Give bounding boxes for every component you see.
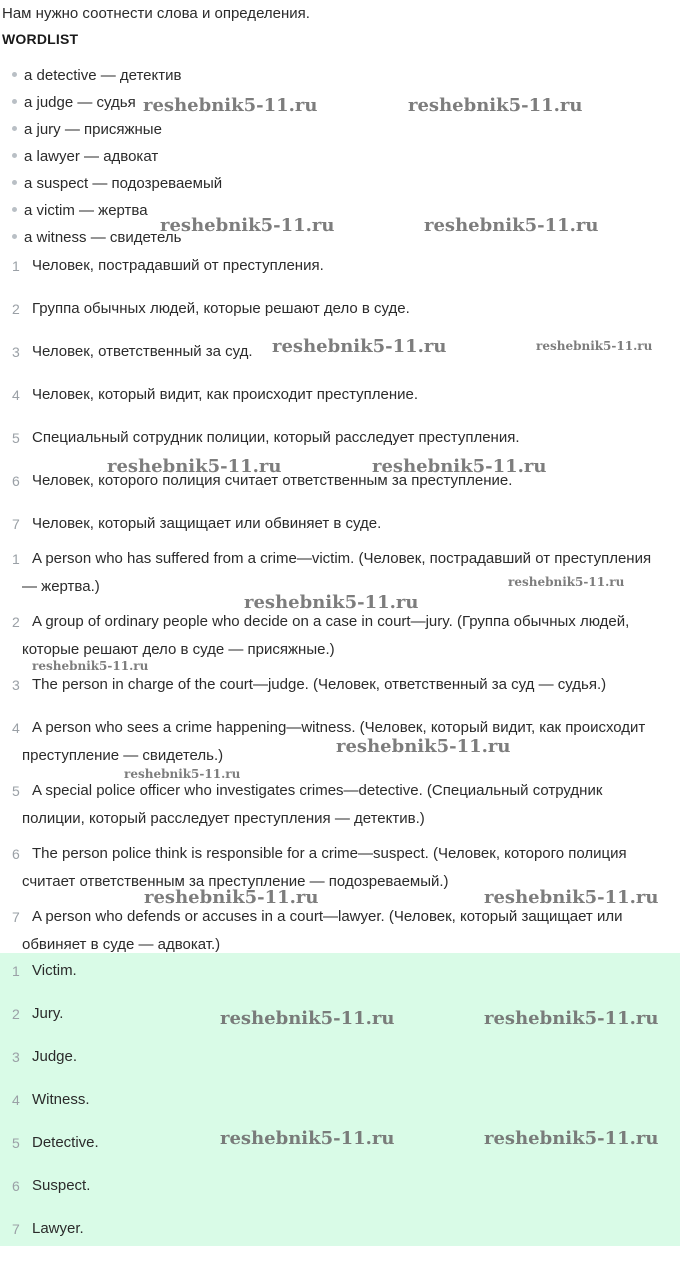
bullet-icon [12,153,17,158]
translation-number: 4 [12,720,20,736]
bullet-icon [12,126,17,131]
definition-text: Группа обычных людей, которые решают дело в суде. [32,300,410,317]
list-item: a victim — жертва [12,201,222,228]
translation-text: A person who has suffered from a crime—victim. (Человек, пострадавший от преступления — жертва.) [22,550,652,595]
watermark: reshebnik5-11.ru [484,887,659,908]
answer-text: Lawyer. [32,1220,84,1237]
definition-text: Человек, пострадавший от преступления. [32,257,324,274]
bullet-icon [12,207,17,212]
watermark: reshebnik5-11.ru [220,1008,395,1029]
answer-text: Jury. [32,1005,64,1022]
watermark: reshebnik5-11.ru [272,336,447,357]
answers-block [0,953,680,1246]
definition-number: 1 [12,258,20,274]
definition-number: 7 [12,516,20,532]
watermark: reshebnik5-11.ru [424,215,599,236]
definition-text: Человек, которого полиция считает ответственным за преступление. [32,472,513,489]
definition-text: Человек, который видит, как происходит преступление. [32,386,419,403]
watermark: reshebnik5-11.ru [32,659,149,673]
list-item: a jury — присяжные [12,120,222,147]
watermark: reshebnik5-11.ru [244,592,419,613]
list-item: a suspect — подозреваемый [12,174,222,201]
list-item: a detective — детектив [12,66,222,93]
definition-number: 4 [12,387,20,403]
answer-text: Victim. [32,962,77,979]
translation-number: 7 [12,909,20,925]
watermark: reshebnik5-11.ru [484,1128,659,1149]
intro-text: Нам нужно соотнести слова и определения. [2,5,310,22]
bullet-icon [12,180,17,185]
answer-number: 1 [12,963,20,979]
watermark: reshebnik5-11.ru [372,456,547,477]
translation-number: 6 [12,846,20,862]
answer-number: 4 [12,1092,20,1108]
translation-text: A person who sees a crime happening—witness. (Человек, который видит, как происходит преступление — свидетель.) [22,719,646,764]
answer-number: 7 [12,1221,20,1237]
definition-text: Специальный сотрудник полиции, который расследует преступления. [32,429,520,446]
answer-number: 6 [12,1178,20,1194]
watermark: reshebnik5-11.ru [536,339,653,353]
watermark: reshebnik5-11.ru [143,95,318,116]
watermark: reshebnik5-11.ru [124,767,241,781]
answer-text: Witness. [32,1091,90,1108]
answer-number: 5 [12,1135,20,1151]
translation-text: A person who defends or accuses in a court—lawyer. (Человек, который защищает или обвиняет в суде — адвокат.) [22,908,623,953]
translation-number: 1 [12,551,20,567]
definition-number: 3 [12,344,20,360]
answer-text: Suspect. [32,1177,91,1194]
watermark: reshebnik5-11.ru [144,887,319,908]
translation-text: A group of ordinary people who decide on a case in court—jury. (Группа обычных людей, которые решают дело в суде — присяжные.) [22,613,630,658]
bullet-icon [12,72,17,77]
wordlist-heading: WORDLIST [2,31,79,47]
definition-number: 6 [12,473,20,489]
definition-text: Человек, который защищает или обвиняет в суде. [32,515,382,532]
translation-text: The person police think is responsible for a crime—suspect. (Человек, которого полиция считает ответственным за преступление — подозреваемый.) [22,845,627,890]
list-item: a judge — судья [12,93,222,120]
definition-number: 5 [12,430,20,446]
watermark: reshebnik5-11.ru [160,215,335,236]
list-item: a witness — свидетель [12,228,222,255]
definition-number: 2 [12,301,20,317]
watermark: reshebnik5-11.ru [336,736,511,757]
translation-number: 5 [12,783,20,799]
answer-number: 2 [12,1006,20,1022]
translation-number: 2 [12,614,20,630]
watermark: reshebnik5-11.ru [220,1128,395,1149]
watermark: reshebnik5-11.ru [484,1008,659,1029]
answer-text: Detective. [32,1134,99,1151]
bullet-icon [12,234,17,239]
list-item: a lawyer — адвокат [12,147,222,174]
translation-text: A special police officer who investigates crimes—detective. (Специальный сотрудник полиции, который расследует преступления — детектив.) [22,782,603,827]
answer-text: Judge. [32,1048,78,1065]
translation-text: The person in charge of the court—judge. (Человек, ответственный за суд — судья.) [32,676,607,693]
bullet-icon [12,99,17,104]
answer-number: 3 [12,1049,20,1065]
watermark: reshebnik5-11.ru [107,456,282,477]
definition-text: Человек, ответственный за суд. [32,343,253,360]
watermark: reshebnik5-11.ru [408,95,583,116]
watermark: reshebnik5-11.ru [508,575,625,589]
translation-number: 3 [12,677,20,693]
